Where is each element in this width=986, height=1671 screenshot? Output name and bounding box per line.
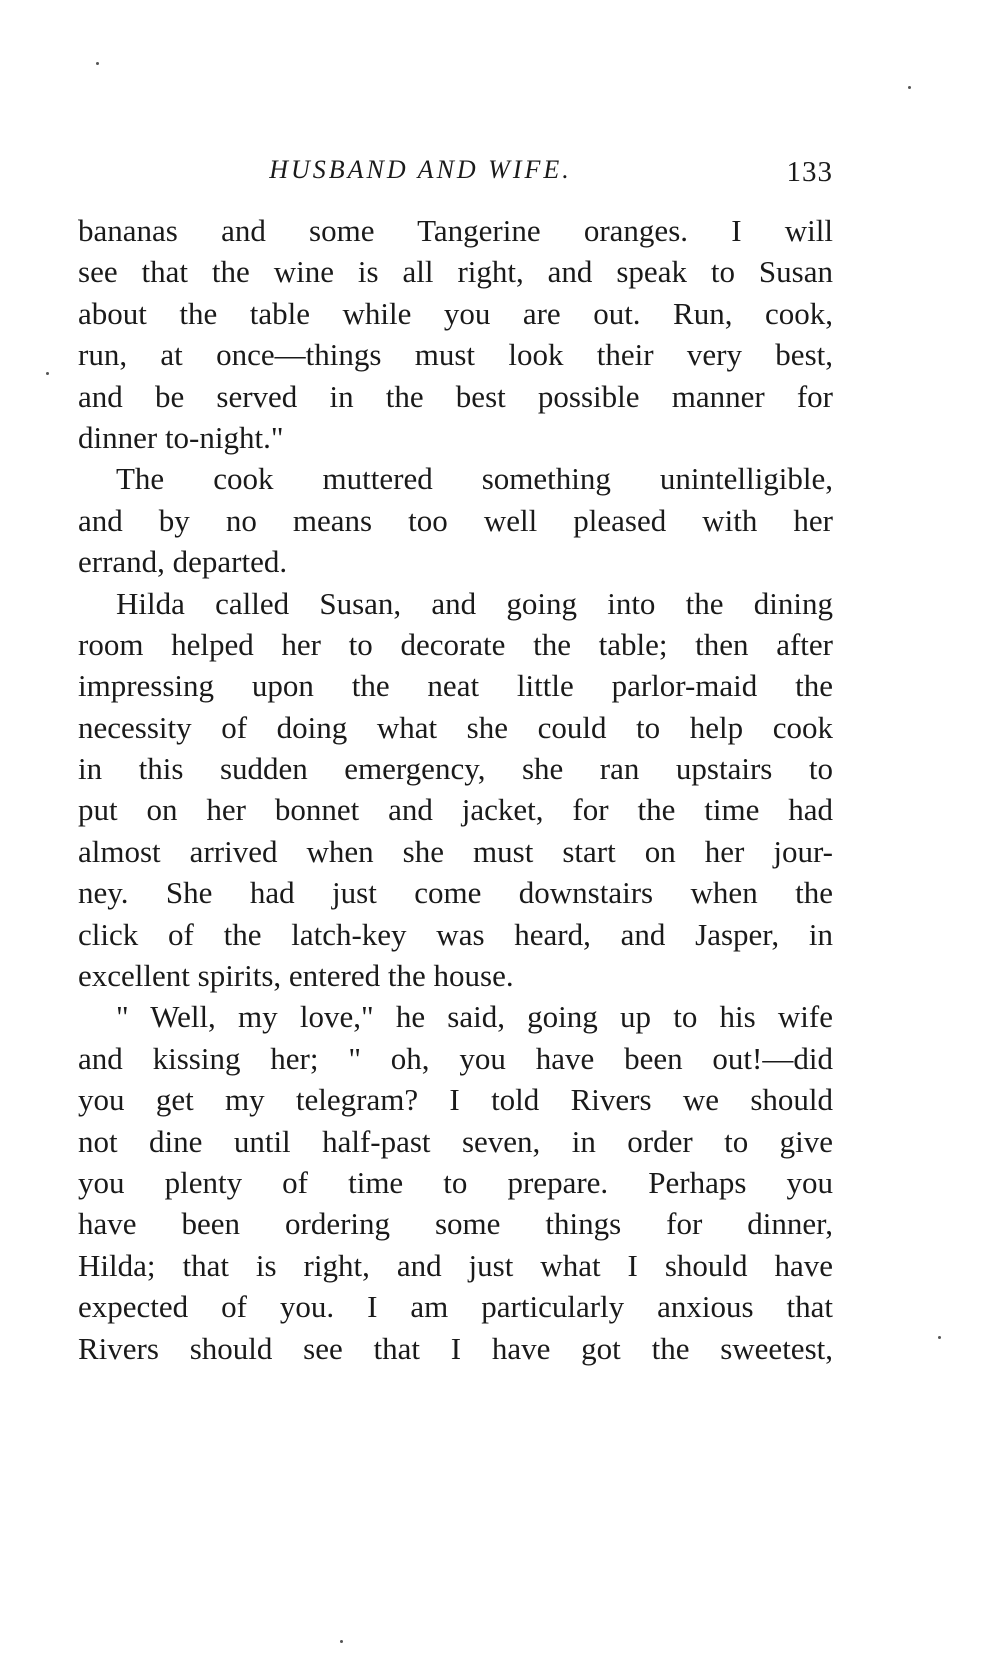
text-line: Hilda called Susan, and going into the dining (116, 585, 833, 621)
text-line: put on her bonnet and jacket, for the time had (78, 792, 833, 828)
text-line: excellent spirits, entered the house. (78, 958, 514, 994)
text-line: click of the latch-key was heard, and Jasper, in (78, 916, 833, 952)
text-line: dinner to-night." (78, 419, 284, 455)
text-line: room helped her to decorate the table; then after (78, 626, 833, 662)
text-line: you plenty of time to prepare. Perhaps you (78, 1164, 833, 1200)
scan-speck (46, 372, 49, 375)
scan-speck (340, 1640, 343, 1643)
running-head (78, 148, 833, 192)
scan-speck (96, 62, 99, 65)
text-line: have been ordering some things for dinner, (78, 1206, 833, 1242)
text-line: about the table while you are out. Run, cook, (78, 295, 833, 331)
text-line: see that the wine is all right, and speak to Susan (78, 254, 833, 290)
body-text (78, 210, 833, 1369)
running-title: HUSBAND AND WIFE. (269, 155, 572, 184)
text-line: not dine until half-past seven, in order to give (78, 1123, 833, 1159)
text-line: and by no means too well pleased with her (78, 502, 833, 538)
text-line: and kissing her; " oh, you have been out!—did (78, 1040, 833, 1076)
text-line: in this sudden emergency, she ran upstairs to (78, 751, 833, 787)
scan-speck (938, 1336, 941, 1339)
text-line: Hilda; that is right, and just what I should have (78, 1247, 833, 1283)
text-line: " Well, my love," he said, going up to his wife (116, 999, 833, 1035)
text-line: bananas and some Tangerine oranges. I will (78, 213, 833, 248)
page-number: 133 (786, 156, 833, 188)
text-line: Rivers should see that I have got the sweetest, (78, 1330, 833, 1366)
text-line: you get my telegram? I told Rivers we should (78, 1082, 833, 1118)
text-line: ney. She had just come downstairs when the (78, 875, 833, 911)
text-line: expected of you. I am particularly anxious that (78, 1289, 833, 1325)
scan-speck (908, 86, 911, 89)
text-line: run, at once—things must look their very best, (78, 337, 833, 373)
text-line: necessity of doing what she could to help cook (78, 709, 833, 745)
text-line: almost arrived when she must start on her jour- (78, 833, 833, 869)
text-line: The cook muttered something unintelligible, (116, 461, 833, 497)
text-line: errand, departed. (78, 544, 288, 580)
text-line: and be served in the best possible manner for (78, 378, 833, 414)
text-line: impressing upon the neat little parlor-maid the (78, 668, 833, 704)
